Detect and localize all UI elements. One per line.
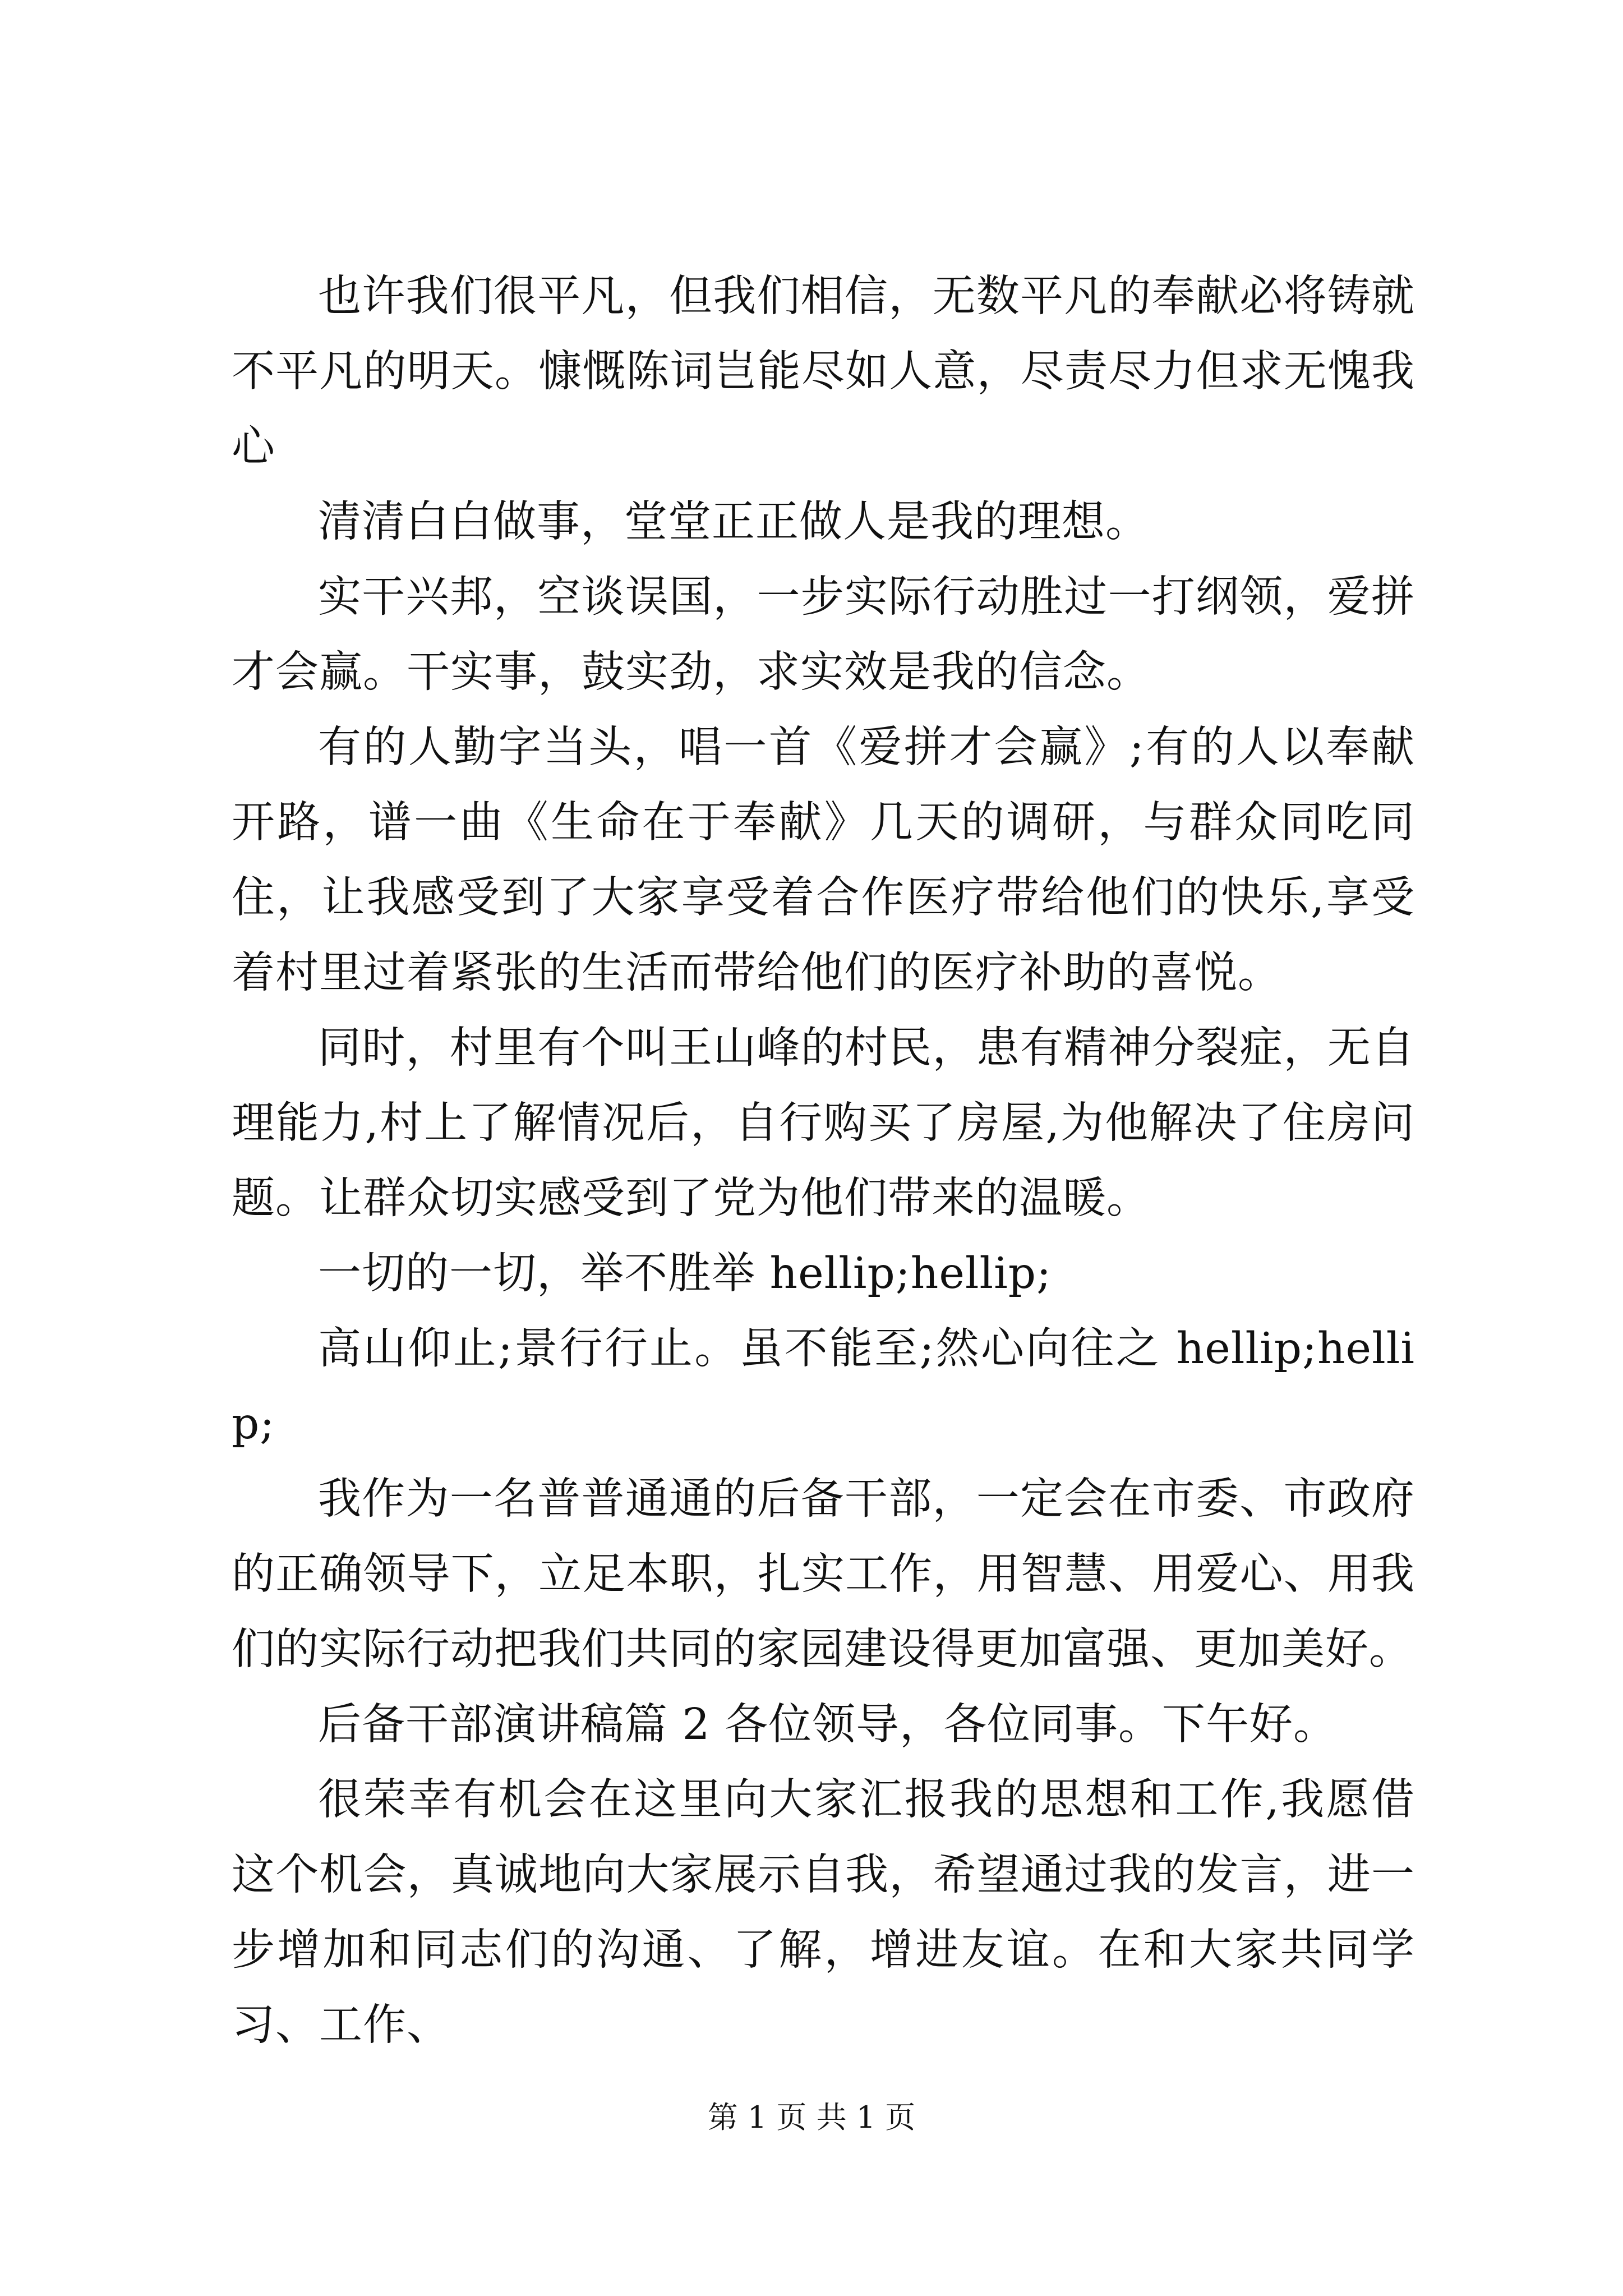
page-number-footer: 第 1 页 共 1 页 <box>707 2100 916 2135</box>
paragraph: 实干兴邦，空谈误国，一步实际行动胜过一打纲领，爱拼才会赢。干实事，鼓实劲，求实效是我的信念。 <box>232 572 1415 697</box>
paragraph: 后备干部演讲稿篇 2 各位领导，各位同事。下午好。 <box>318 1700 1337 1750</box>
document-body <box>232 259 1415 2063</box>
paragraph: 清清白白做事，堂堂正正做人是我的理想。 <box>318 497 1149 547</box>
paragraph: 同时，村里有个叫王山峰的村民，患有精神分裂症，无自理能力,村上了解情况后，自行购买了房屋,为他解决了住房问题。让群众切实感受到了党为他们带来的温暖。 <box>232 1023 1415 1223</box>
paragraph: 有的人勤字当头，唱一首《爱拼才会赢》;有的人以奉献开路，谱一曲《生命在于奉献》几天的调研，与群众同吃同住，让我感受到了大家享受着合作医疗带给他们的快乐,享受着村里过着紧张的生活而带给他们的医疗补助的喜悦。 <box>232 723 1415 998</box>
paragraph: 高山仰止;景行行止。虽不能至;然心向往之 hellip;hellip; <box>232 1324 1415 1449</box>
paragraph: 也许我们很平凡，但我们相信，无数平凡的奉献必将铸就不平凡的明天。慷慨陈词岂能尽如人意，尽责尽力但求无愧我心 <box>232 272 1415 472</box>
paragraph: 一切的一切，举不胜举 hellip;hellip; <box>318 1249 1052 1299</box>
paragraph: 很荣幸有机会在这里向大家汇报我的思想和工作,我愿借这个机会，真诚地向大家展示自我，希望通过我的发言，进一步增加和同志们的沟通、了解，增进友谊。在和大家共同学习、工作、 <box>232 1775 1415 2050</box>
paragraph: 我作为一名普普通通的后备干部，一定会在市委、市政府的正确领导下，立足本职，扎实工作，用智慧、用爱心、用我们的实际行动把我们共同的家园建设得更加富强、更加美好。 <box>232 1474 1415 1674</box>
